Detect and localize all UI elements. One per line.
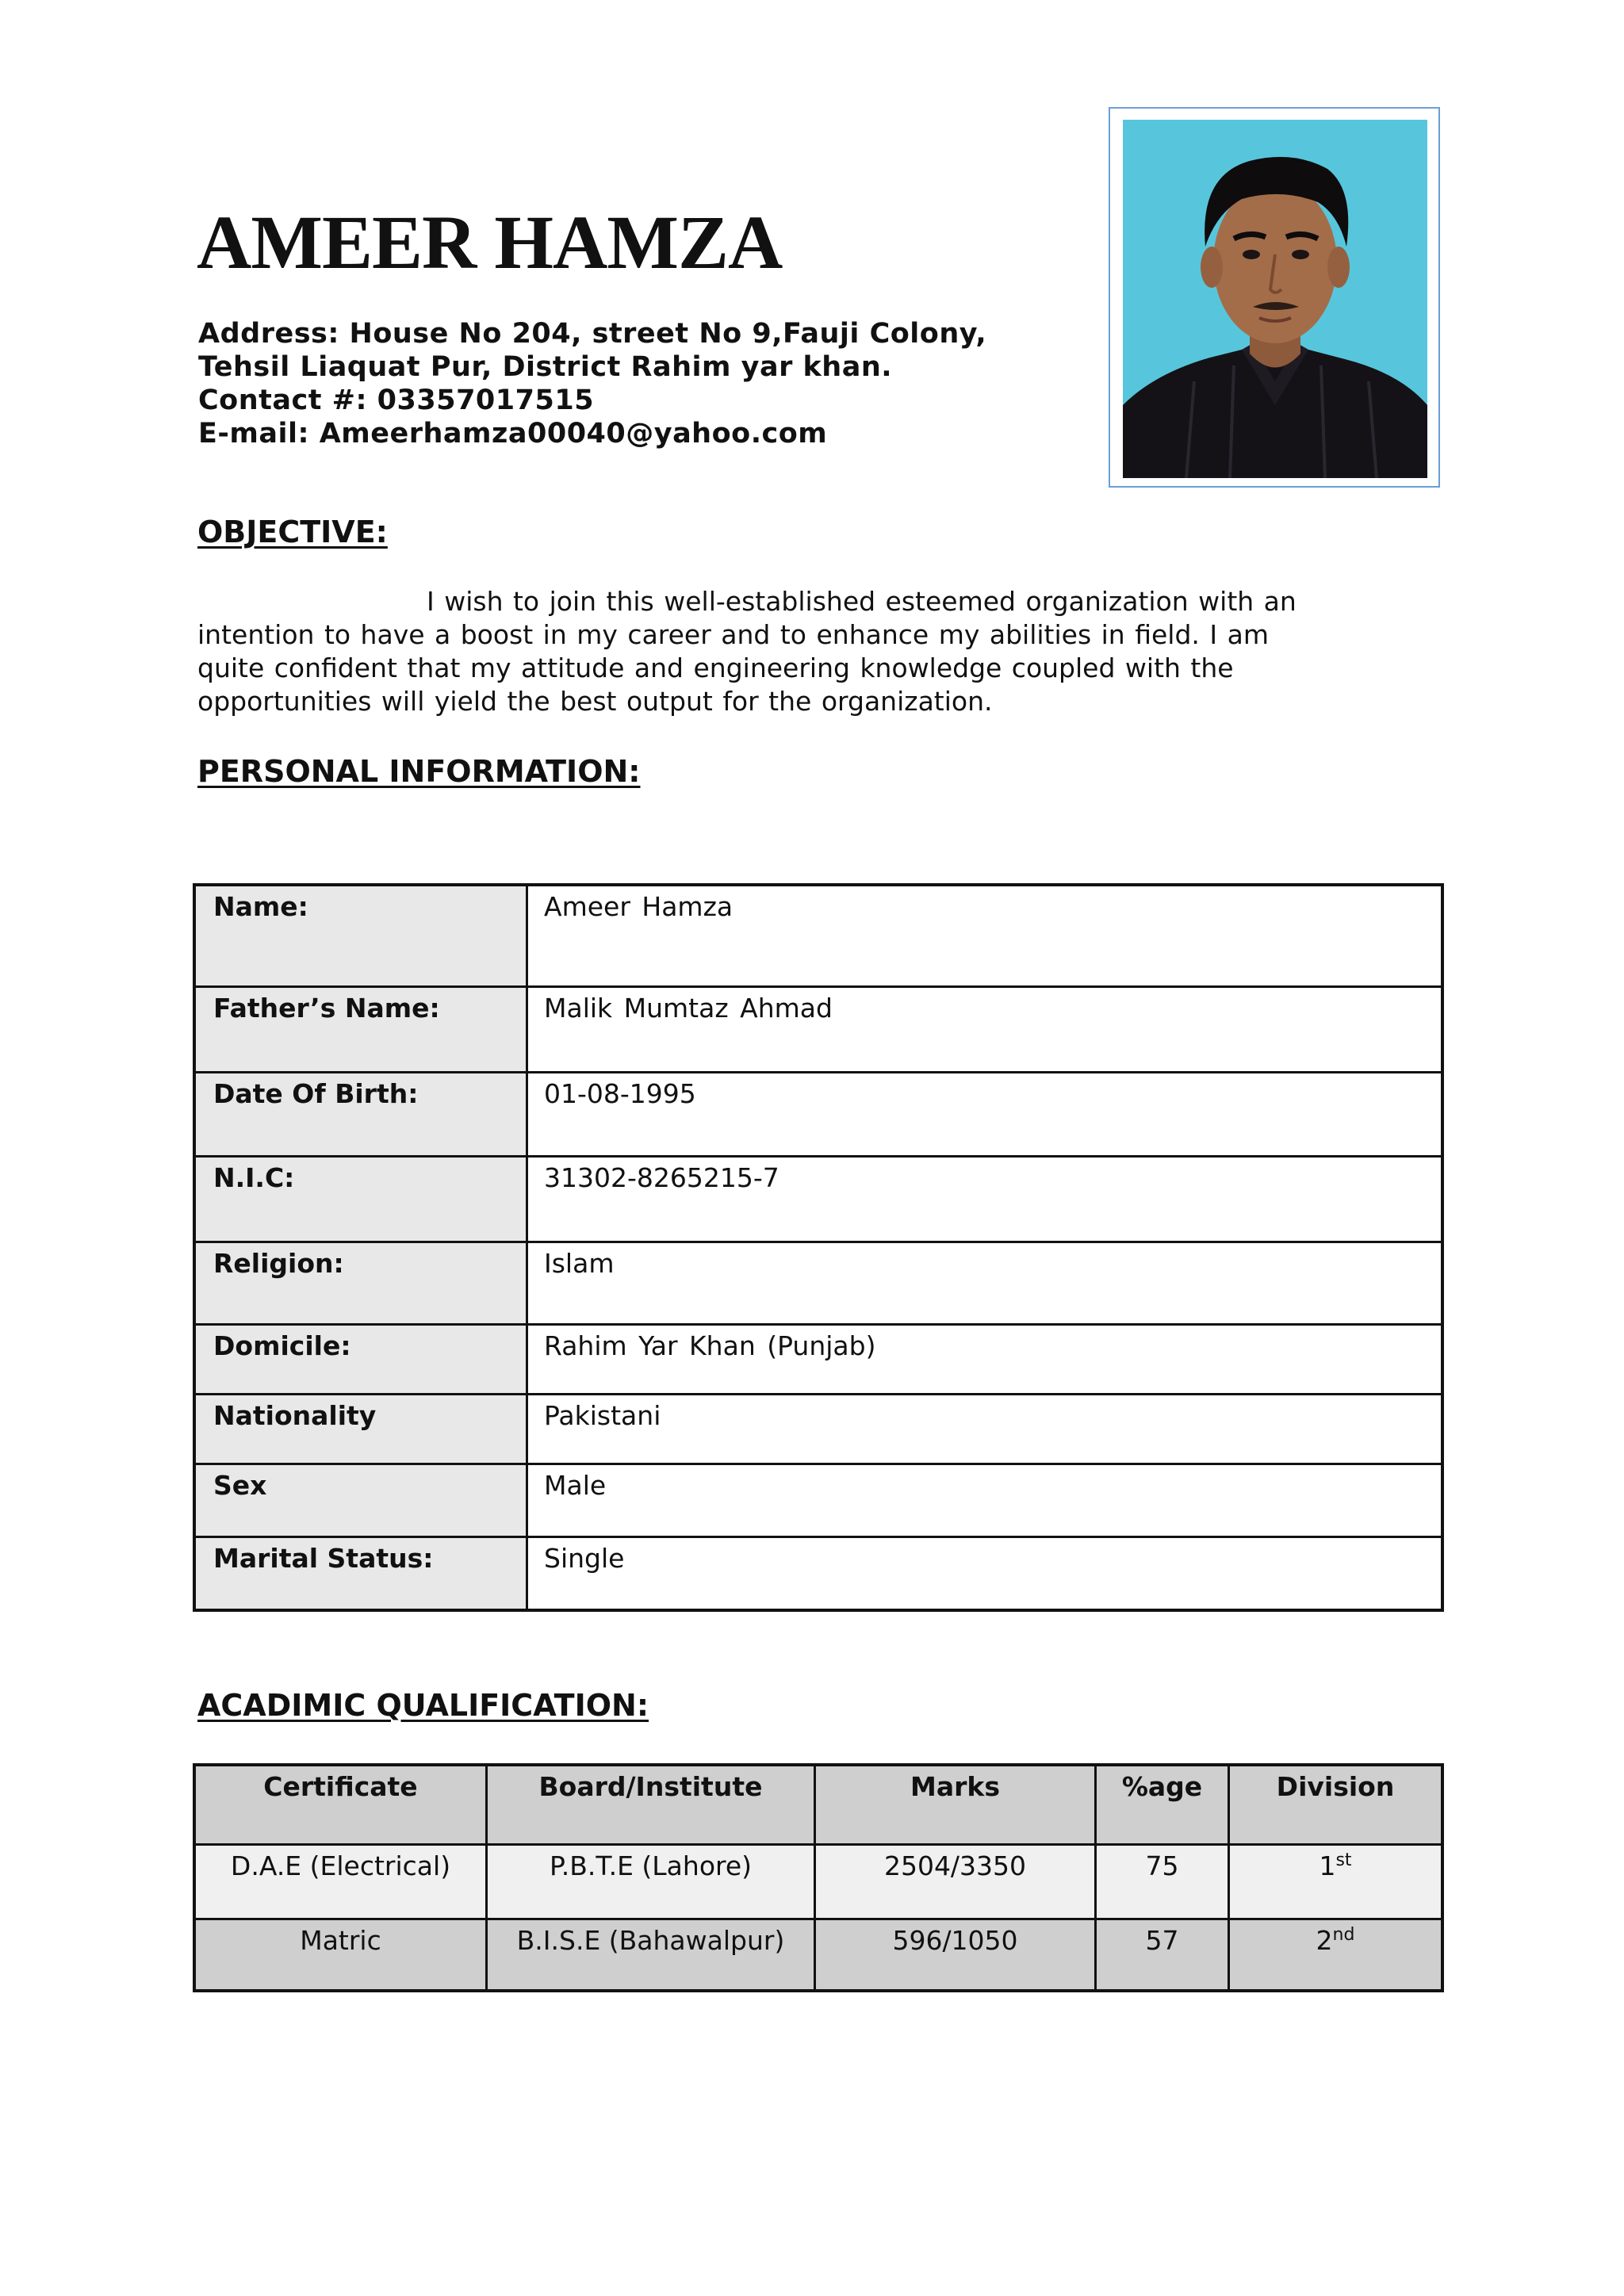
objective-line-1: I wish to join this well-established esteemed organization with an	[427, 586, 1297, 617]
academic-table	[193, 1763, 1444, 1992]
division-suffix: nd	[1332, 1925, 1355, 1945]
objective-line-2: intention to have a boost in my career and to enhance my abilities in field. I am	[197, 619, 1269, 650]
row-label: Father’s Name:	[196, 988, 528, 1071]
table-row	[196, 1323, 1441, 1393]
row-label: Nationality	[196, 1395, 528, 1463]
row-label: Religion:	[196, 1243, 528, 1323]
certificate-cell: Matric	[196, 1920, 488, 1989]
table-row	[196, 1843, 1441, 1918]
row-value: Malik Mumtaz Ahmad	[528, 988, 1441, 1071]
portrait-photo-icon	[1123, 120, 1427, 478]
column-header: Certificate	[196, 1766, 488, 1843]
division-cell	[1230, 1920, 1441, 1989]
column-header: Board/Institute	[488, 1766, 816, 1843]
row-value: Islam	[528, 1243, 1441, 1323]
row-value: Pakistani	[528, 1395, 1441, 1463]
personal-info-heading: PERSONAL INFORMATION:	[197, 754, 641, 789]
board-cell: B.I.S.E (Bahawalpur)	[488, 1920, 816, 1989]
row-value: 01-08-1995	[528, 1073, 1441, 1155]
row-value: Male	[528, 1465, 1441, 1536]
row-value: Rahim Yar Khan (Punjab)	[528, 1326, 1441, 1393]
row-value: 31302-8265215-7	[528, 1158, 1441, 1241]
marks-cell: 596/1050	[816, 1920, 1097, 1989]
division-suffix: st	[1335, 1850, 1352, 1870]
table-header-row	[196, 1766, 1441, 1843]
email-address: E-mail: Ameerhamza00040@yahoo.com	[198, 418, 828, 450]
row-value: Ameer Hamza	[528, 886, 1441, 985]
marks-cell: 2504/3350	[816, 1846, 1097, 1918]
objective-line-3: quite confident that my attitude and engineering knowledge coupled with the	[197, 652, 1234, 683]
table-row	[196, 1155, 1441, 1241]
photo-frame	[1109, 107, 1440, 488]
objective-heading: OBJECTIVE:	[197, 515, 388, 549]
row-label: Name:	[196, 886, 528, 985]
percent-cell: 57	[1097, 1920, 1230, 1989]
column-header: Division	[1230, 1766, 1441, 1843]
candidate-name: AMEER HAMZA	[197, 200, 783, 285]
address-line-1: Address: House No 204, street No 9,Fauji Colony,	[198, 318, 987, 350]
row-label: Date Of Birth:	[196, 1073, 528, 1155]
division-number: 1	[1319, 1850, 1336, 1881]
table-row	[196, 985, 1441, 1071]
academic-heading: ACADIMIC QUALIFICATION:	[197, 1688, 649, 1723]
table-row	[196, 1241, 1441, 1323]
table-row	[196, 1393, 1441, 1463]
contact-number: Contact #: 03357017515	[198, 385, 595, 416]
table-row	[196, 886, 1441, 985]
row-label: Domicile:	[196, 1326, 528, 1393]
personal-info-table	[193, 883, 1444, 1612]
column-header: %age	[1097, 1766, 1230, 1843]
row-label: N.I.C:	[196, 1158, 528, 1241]
division-cell	[1230, 1846, 1441, 1918]
board-cell: P.B.T.E (Lahore)	[488, 1846, 816, 1918]
row-value: Single	[528, 1538, 1441, 1609]
row-label: Marital Status:	[196, 1538, 528, 1609]
table-row	[196, 1071, 1441, 1155]
table-row	[196, 1536, 1441, 1609]
percent-cell: 75	[1097, 1846, 1230, 1918]
address-line-2: Tehsil Liaquat Pur, District Rahim yar khan.	[198, 351, 893, 383]
objective-line-4: opportunities will yield the best output for the organization.	[197, 686, 993, 717]
certificate-cell: D.A.E (Electrical)	[196, 1846, 488, 1918]
division-number: 2	[1316, 1925, 1333, 1956]
table-row	[196, 1918, 1441, 1989]
row-label: Sex	[196, 1465, 528, 1536]
column-header: Marks	[816, 1766, 1097, 1843]
table-row	[196, 1463, 1441, 1536]
